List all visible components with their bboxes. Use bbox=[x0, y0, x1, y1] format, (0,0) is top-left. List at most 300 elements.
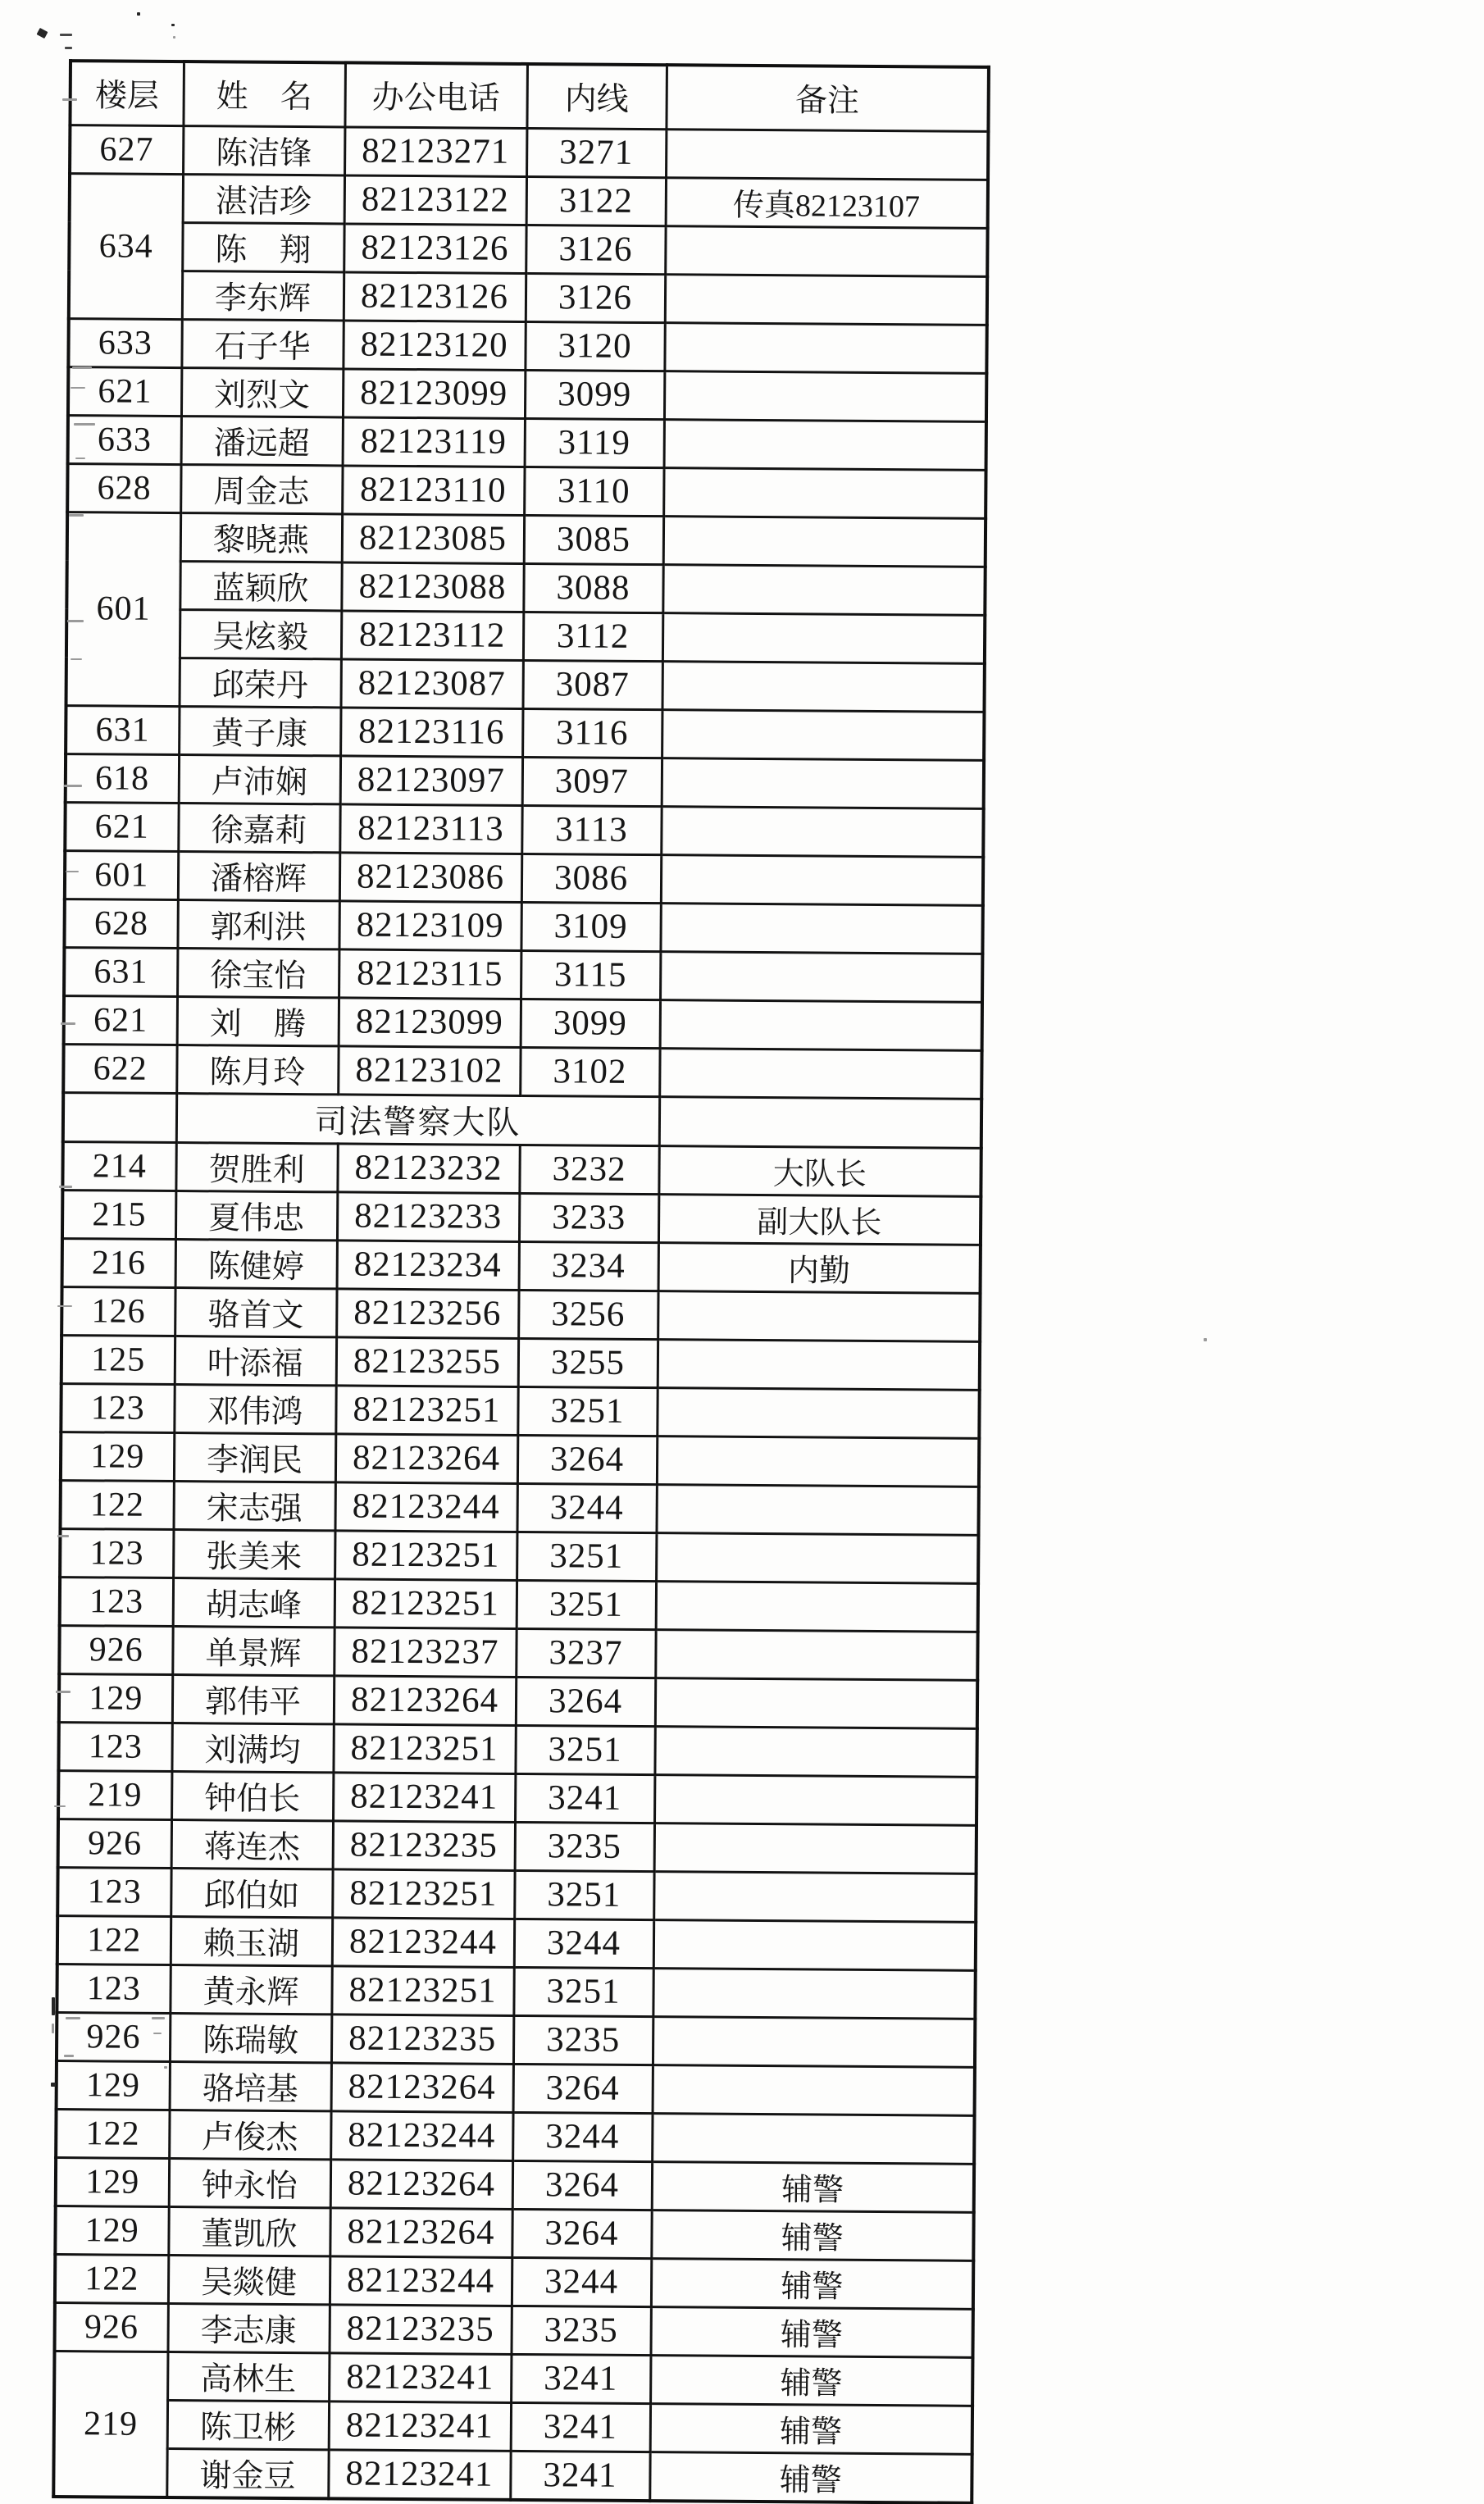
phone-cell: 82123251 bbox=[331, 1965, 513, 2015]
floor-cell: 631 bbox=[64, 947, 177, 996]
phone-cell: 82123244 bbox=[332, 1917, 514, 1967]
extension-cell: 3115 bbox=[521, 950, 660, 999]
scan-speck bbox=[52, 1997, 55, 2015]
phone-cell: 82123233 bbox=[337, 1191, 519, 1241]
extension-cell: 3251 bbox=[517, 1386, 657, 1436]
extension-cell: 3271 bbox=[526, 128, 666, 177]
extension-cell: 3233 bbox=[519, 1193, 658, 1242]
phone-cell: 82123099 bbox=[339, 997, 521, 1047]
scan-speck bbox=[153, 2033, 162, 2034]
scan-speck bbox=[37, 28, 48, 39]
floor-cell: 634 bbox=[69, 173, 183, 319]
table-row bbox=[64, 899, 982, 954]
table-row bbox=[66, 657, 985, 712]
name-cell: 陈 翔 bbox=[182, 222, 344, 271]
remark-cell bbox=[663, 516, 986, 567]
name-cell: 周金志 bbox=[180, 464, 342, 513]
table-row bbox=[57, 1867, 976, 1922]
remark-cell: 内勤 bbox=[658, 1242, 981, 1293]
table-row bbox=[58, 1722, 976, 1777]
header-name: 姓 名 bbox=[183, 61, 345, 126]
floor-cell: 122 bbox=[61, 1480, 174, 1529]
name-cell: 黄永辉 bbox=[170, 1965, 331, 2014]
floor-cell: 215 bbox=[62, 1190, 175, 1239]
scan-speck bbox=[69, 514, 84, 517]
floor-cell: 126 bbox=[61, 1286, 175, 1336]
table-row bbox=[67, 463, 986, 518]
phone-cell: 82123116 bbox=[340, 707, 522, 757]
scan-speck bbox=[64, 2055, 74, 2057]
scan-speck bbox=[64, 785, 82, 787]
remark-cell bbox=[655, 1678, 977, 1728]
extension-cell: 3244 bbox=[517, 1483, 656, 1532]
table-row bbox=[57, 1915, 976, 1970]
phone-cell: 82123235 bbox=[333, 1820, 515, 1870]
table-row bbox=[68, 415, 986, 470]
phone-cell: 82123264 bbox=[335, 1433, 517, 1483]
table-row bbox=[54, 2351, 972, 2406]
floor-cell bbox=[63, 1092, 176, 1142]
remark-cell bbox=[653, 1871, 976, 1922]
remark-cell: 辅警 bbox=[650, 2355, 972, 2406]
phone-cell: 82123241 bbox=[329, 2401, 511, 2451]
phone-cell: 82123126 bbox=[344, 223, 526, 273]
remark-cell: 辅警 bbox=[651, 2210, 973, 2260]
phone-cell: 82123122 bbox=[344, 175, 526, 225]
phone-cell: 82123099 bbox=[343, 368, 525, 418]
header-floor: 楼层 bbox=[70, 61, 184, 125]
remark-cell: 传真82123107 bbox=[666, 177, 988, 228]
scan-speck bbox=[75, 458, 85, 459]
remark-cell bbox=[663, 467, 986, 518]
name-cell: 张美来 bbox=[173, 1529, 335, 1578]
remark-cell: 辅警 bbox=[650, 2403, 972, 2454]
header-remark: 备注 bbox=[666, 65, 989, 131]
floor-cell: 122 bbox=[56, 2109, 169, 2158]
table-row bbox=[57, 2012, 975, 2067]
floor-cell: 926 bbox=[57, 2012, 170, 2061]
remark-cell bbox=[659, 1096, 981, 1148]
extension-cell: 3264 bbox=[517, 1435, 657, 1484]
extension-cell: 3126 bbox=[526, 225, 665, 274]
extension-cell: 3112 bbox=[523, 612, 662, 661]
scan-speck bbox=[65, 47, 72, 49]
remark-cell bbox=[653, 2016, 975, 2067]
remark-cell bbox=[658, 1339, 980, 1390]
remark-cell bbox=[654, 1823, 976, 1873]
table-row bbox=[54, 2399, 972, 2454]
table-row bbox=[70, 125, 988, 180]
remark-cell: 辅警 bbox=[649, 2452, 972, 2502]
name-cell: 潘榕辉 bbox=[178, 851, 339, 900]
phone-cell: 82123126 bbox=[344, 271, 526, 321]
name-cell: 黄子康 bbox=[179, 706, 340, 755]
phone-cell: 82123251 bbox=[335, 1530, 517, 1580]
scan-speck bbox=[164, 2066, 167, 2069]
phone-cell: 82123112 bbox=[341, 610, 523, 660]
table-row bbox=[62, 1238, 981, 1293]
extension-cell: 3244 bbox=[514, 1919, 653, 1968]
table-row bbox=[60, 1577, 978, 1632]
name-cell: 赖玉湖 bbox=[171, 1916, 332, 1965]
remark-cell: 辅警 bbox=[650, 2306, 972, 2357]
remark-cell bbox=[664, 322, 986, 373]
extension-cell: 3086 bbox=[521, 854, 661, 903]
floor-cell: 122 bbox=[55, 2254, 168, 2303]
extension-cell: 3264 bbox=[513, 2064, 653, 2113]
extension-cell: 3235 bbox=[515, 1822, 654, 1871]
table-row bbox=[68, 366, 986, 421]
table-row bbox=[61, 1480, 979, 1535]
name-cell: 陈瑞敏 bbox=[170, 2013, 331, 2062]
floor-cell: 633 bbox=[68, 318, 181, 367]
table-row bbox=[61, 1335, 980, 1390]
phone-cell: 82123113 bbox=[339, 804, 521, 854]
extension-cell: 3235 bbox=[513, 2015, 653, 2065]
name-cell: 石子华 bbox=[181, 319, 343, 368]
extension-cell: 3264 bbox=[512, 2209, 651, 2258]
extension-cell: 3234 bbox=[519, 1241, 658, 1291]
table-row bbox=[61, 1383, 979, 1438]
scan-speck bbox=[62, 98, 77, 101]
name-cell: 高林生 bbox=[167, 2351, 329, 2401]
scan-speck bbox=[61, 1022, 75, 1025]
table-row bbox=[57, 1964, 975, 2019]
name-cell: 夏伟忠 bbox=[175, 1191, 337, 1240]
remark-cell: 辅警 bbox=[652, 2161, 974, 2212]
floor-cell: 219 bbox=[58, 1770, 171, 1819]
remark-cell: 副大队长 bbox=[658, 1194, 981, 1245]
table-row bbox=[55, 2206, 973, 2260]
scan-speck bbox=[57, 1305, 72, 1307]
header-row bbox=[70, 61, 989, 131]
extension-cell: 3087 bbox=[522, 660, 662, 709]
extension-cell: 3251 bbox=[517, 1532, 656, 1581]
remark-cell bbox=[662, 661, 984, 712]
name-cell: 吴燚健 bbox=[168, 2255, 330, 2304]
extension-cell: 3264 bbox=[516, 1677, 655, 1726]
phone-cell: 82123119 bbox=[343, 417, 525, 467]
header-phone: 办公电话 bbox=[344, 62, 527, 128]
table-row bbox=[57, 2060, 975, 2115]
floor-cell: 621 bbox=[68, 366, 181, 416]
floor-cell: 622 bbox=[63, 1044, 176, 1093]
floor-cell: 926 bbox=[55, 2302, 168, 2351]
table-row bbox=[70, 173, 988, 228]
phone-cell: 82123241 bbox=[328, 2449, 510, 2499]
floor-cell: 122 bbox=[57, 1915, 171, 1965]
table-row bbox=[55, 2254, 973, 2309]
extension-cell: 3120 bbox=[525, 321, 664, 371]
name-cell: 刘 腾 bbox=[177, 996, 339, 1045]
name-cell: 李东辉 bbox=[182, 271, 344, 320]
table-row bbox=[66, 753, 984, 808]
table-row bbox=[62, 1190, 981, 1245]
floor-cell: 621 bbox=[65, 802, 178, 851]
extension-cell: 3255 bbox=[518, 1338, 658, 1387]
table-row bbox=[61, 1286, 980, 1341]
extension-cell: 3251 bbox=[515, 1725, 654, 1774]
scan-speck bbox=[71, 658, 82, 660]
phone-cell: 82123264 bbox=[334, 1675, 516, 1725]
phone-cell: 82123271 bbox=[344, 126, 526, 176]
extension-cell: 3256 bbox=[518, 1290, 658, 1339]
phone-cell: 82123256 bbox=[336, 1288, 518, 1338]
phone-cell: 82123264 bbox=[330, 2159, 512, 2209]
section-cell: 司法警察大队 bbox=[176, 1093, 659, 1145]
extension-cell: 3126 bbox=[526, 273, 665, 322]
name-cell: 宋志强 bbox=[173, 1481, 335, 1530]
table-row bbox=[56, 2157, 974, 2212]
phone-cell: 82123237 bbox=[334, 1627, 516, 1677]
scan-speck bbox=[66, 2017, 80, 2019]
floor-cell: 129 bbox=[55, 2206, 168, 2255]
phone-cell: 82123109 bbox=[339, 900, 521, 950]
extension-cell: 3241 bbox=[511, 2402, 650, 2452]
remark-cell bbox=[662, 709, 984, 760]
name-cell: 陈健婷 bbox=[175, 1239, 337, 1288]
extension-cell: 3251 bbox=[517, 1580, 656, 1629]
name-cell: 单景辉 bbox=[172, 1626, 334, 1675]
name-cell: 胡志峰 bbox=[173, 1578, 335, 1627]
table-row bbox=[64, 995, 982, 1050]
remark-cell bbox=[660, 999, 982, 1050]
floor-cell: 618 bbox=[66, 753, 179, 803]
extension-cell: 3102 bbox=[520, 1047, 659, 1096]
extension-cell: 3237 bbox=[516, 1628, 655, 1678]
floor-cell: 628 bbox=[67, 463, 180, 512]
name-cell: 邓伟鸿 bbox=[174, 1384, 335, 1433]
remark-cell bbox=[656, 1484, 978, 1535]
phone-cell: 82123255 bbox=[336, 1336, 518, 1386]
scan-speck bbox=[137, 12, 140, 16]
scan-speck bbox=[60, 34, 72, 36]
remark-cell bbox=[657, 1436, 979, 1486]
remark-cell bbox=[653, 2065, 975, 2115]
header-extension: 内线 bbox=[526, 64, 667, 129]
remark-cell bbox=[662, 564, 985, 615]
extension-cell: 3232 bbox=[519, 1145, 658, 1194]
remark-cell bbox=[652, 2113, 974, 2164]
floor-cell: 129 bbox=[57, 2060, 170, 2110]
floor-cell: 601 bbox=[65, 850, 178, 899]
remark-cell: 辅警 bbox=[651, 2258, 973, 2309]
remark-cell bbox=[662, 758, 984, 808]
phone-cell: 82123097 bbox=[340, 755, 522, 805]
name-cell: 骆首文 bbox=[175, 1287, 336, 1336]
remark-cell bbox=[661, 806, 983, 857]
remark-cell bbox=[653, 1919, 976, 1970]
scan-speck bbox=[51, 2083, 56, 2087]
remark-cell bbox=[659, 1048, 981, 1099]
extension-cell: 3241 bbox=[511, 2354, 650, 2403]
table-row bbox=[68, 318, 986, 373]
table-row bbox=[58, 1770, 976, 1825]
floor-cell: 123 bbox=[61, 1383, 174, 1432]
extension-cell: 3251 bbox=[514, 1870, 653, 1919]
remark-cell bbox=[660, 903, 982, 954]
extension-cell: 3110 bbox=[524, 467, 663, 516]
phone-cell: 82123244 bbox=[335, 1482, 517, 1532]
table-row bbox=[66, 560, 985, 615]
remark-cell bbox=[666, 129, 988, 180]
extension-cell: 3109 bbox=[521, 902, 660, 951]
remark-cell bbox=[658, 1291, 980, 1341]
table-row bbox=[65, 802, 983, 857]
floor-cell: 214 bbox=[62, 1141, 175, 1191]
scan-speck bbox=[59, 1186, 72, 1188]
phone-cell: 82123244 bbox=[330, 2110, 512, 2160]
floor-cell: 129 bbox=[59, 1673, 172, 1723]
table-row bbox=[59, 1625, 977, 1680]
name-cell: 李志康 bbox=[167, 2303, 329, 2352]
extension-cell: 3264 bbox=[512, 2160, 652, 2210]
phone-cell: 82123088 bbox=[341, 562, 523, 612]
name-cell: 钟伯长 bbox=[171, 1771, 333, 1820]
remark-cell bbox=[654, 1726, 976, 1777]
extension-cell: 3085 bbox=[524, 515, 663, 564]
phone-cell: 82123241 bbox=[329, 2352, 511, 2402]
remark-cell bbox=[653, 1968, 975, 2019]
scan-speck bbox=[71, 387, 85, 389]
floor-cell: 216 bbox=[62, 1238, 175, 1287]
table-row bbox=[67, 512, 986, 567]
name-cell: 潘远超 bbox=[181, 416, 343, 465]
name-cell: 郭伟平 bbox=[172, 1674, 334, 1723]
floor-cell: 628 bbox=[64, 899, 177, 948]
name-cell: 湛洁珍 bbox=[183, 174, 344, 223]
floor-cell: 123 bbox=[58, 1722, 171, 1771]
phone-cell: 82123234 bbox=[337, 1240, 519, 1290]
remark-cell bbox=[664, 371, 986, 421]
phone-cell: 82123251 bbox=[333, 1723, 515, 1773]
floor-cell: 129 bbox=[56, 2157, 169, 2206]
table-row bbox=[65, 850, 983, 905]
extension-cell: 3099 bbox=[521, 999, 660, 1048]
phone-cell: 82123120 bbox=[343, 320, 525, 370]
floor-cell: 219 bbox=[53, 2351, 167, 2497]
name-cell: 陈洁锋 bbox=[183, 125, 344, 175]
name-cell: 董凯欣 bbox=[168, 2206, 330, 2256]
name-cell: 叶添福 bbox=[175, 1336, 336, 1385]
phone-cell: 82123235 bbox=[329, 2304, 511, 2354]
remark-cell bbox=[660, 951, 982, 1002]
phone-cell: 82123241 bbox=[333, 1772, 515, 1822]
name-cell: 吴炫毅 bbox=[180, 609, 341, 658]
table-row bbox=[69, 221, 987, 276]
name-cell: 邱伯如 bbox=[171, 1868, 332, 1917]
remark-cell bbox=[655, 1629, 977, 1680]
name-cell: 钟永怡 bbox=[169, 2158, 330, 2207]
directory-table bbox=[52, 59, 990, 2504]
floor-cell: 601 bbox=[66, 512, 181, 706]
name-cell: 刘满均 bbox=[171, 1723, 333, 1772]
name-cell: 郭利洪 bbox=[177, 899, 339, 949]
phone-cell: 82123115 bbox=[339, 949, 521, 999]
phone-cell: 82123264 bbox=[330, 2207, 512, 2257]
name-cell: 贺胜利 bbox=[175, 1142, 337, 1191]
name-cell: 骆培基 bbox=[170, 2061, 331, 2110]
floor-cell: 125 bbox=[61, 1335, 175, 1384]
remark-cell bbox=[656, 1532, 978, 1583]
table-row bbox=[60, 1528, 978, 1583]
floor-cell: 123 bbox=[60, 1528, 173, 1578]
phone-cell: 82123264 bbox=[331, 2062, 513, 2112]
name-cell: 谢金豆 bbox=[166, 2448, 328, 2498]
table-row bbox=[53, 2447, 972, 2502]
name-cell: 陈卫彬 bbox=[167, 2400, 329, 2449]
directory-table-body bbox=[53, 125, 988, 2502]
name-cell: 刘烈文 bbox=[181, 367, 343, 417]
table-row bbox=[62, 1141, 981, 1196]
phone-cell: 82123244 bbox=[330, 2256, 512, 2306]
name-cell: 黎晓燕 bbox=[180, 512, 342, 562]
extension-cell: 3241 bbox=[510, 2451, 649, 2501]
directory-table-wrapper bbox=[52, 59, 990, 2504]
remark-cell: 大队长 bbox=[658, 1145, 981, 1196]
extension-cell: 3244 bbox=[512, 2257, 651, 2306]
scan-speck bbox=[173, 36, 175, 39]
scan-speck bbox=[66, 871, 79, 872]
extension-cell: 3116 bbox=[522, 708, 662, 758]
scan-speck bbox=[152, 2017, 165, 2019]
phone-cell: 82123232 bbox=[337, 1143, 519, 1193]
name-cell: 陈月玲 bbox=[176, 1045, 338, 1094]
scan-speck bbox=[56, 1691, 71, 1693]
table-row bbox=[61, 1432, 979, 1486]
scan-speck bbox=[1204, 1338, 1207, 1341]
phone-cell: 82123102 bbox=[338, 1045, 520, 1095]
phone-cell: 82123251 bbox=[335, 1385, 517, 1435]
extension-cell: 3119 bbox=[525, 418, 664, 467]
table-row bbox=[59, 1673, 977, 1728]
name-cell: 卢俊杰 bbox=[169, 2110, 330, 2159]
floor-cell: 123 bbox=[57, 1867, 171, 1916]
table-row bbox=[55, 2302, 973, 2357]
scan-speck bbox=[171, 24, 175, 26]
extension-cell: 3241 bbox=[515, 1773, 654, 1823]
table-row bbox=[66, 608, 985, 663]
table-row bbox=[66, 705, 984, 760]
remark-cell bbox=[656, 1581, 978, 1632]
floor-cell: 631 bbox=[66, 705, 179, 754]
remark-cell bbox=[657, 1387, 979, 1438]
phone-cell: 82123087 bbox=[341, 658, 523, 708]
scan-speck bbox=[57, 1535, 69, 1537]
table-row bbox=[69, 270, 987, 325]
phone-cell: 82123251 bbox=[335, 1578, 517, 1628]
name-cell: 蒋连杰 bbox=[171, 1819, 333, 1869]
extension-cell: 3088 bbox=[523, 563, 662, 612]
floor-cell: 627 bbox=[70, 125, 183, 174]
phone-cell: 82123086 bbox=[339, 852, 521, 902]
floor-cell: 926 bbox=[58, 1819, 171, 1868]
name-cell: 徐嘉莉 bbox=[178, 803, 339, 852]
table-row bbox=[58, 1819, 976, 1873]
remark-cell bbox=[665, 225, 987, 276]
scan-speck bbox=[67, 620, 84, 622]
floor-cell: 123 bbox=[60, 1577, 173, 1626]
table-row bbox=[63, 1044, 981, 1099]
table-row bbox=[56, 2109, 974, 2164]
extension-cell: 3235 bbox=[511, 2306, 650, 2355]
section-row bbox=[63, 1092, 981, 1148]
extension-cell: 3244 bbox=[512, 2112, 652, 2161]
remark-cell bbox=[664, 419, 986, 470]
remark-cell bbox=[654, 1774, 976, 1825]
floor-cell: 123 bbox=[57, 1964, 170, 2013]
extension-cell: 3113 bbox=[521, 805, 661, 854]
